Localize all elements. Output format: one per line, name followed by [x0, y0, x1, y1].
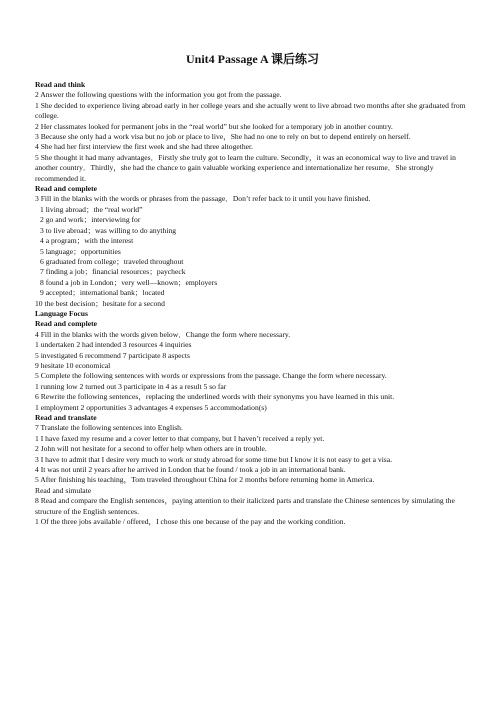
- text-line: 2 Her classmates looked for permanent jobs in the “real world” but she looked for a temporary job in another country.: [35, 121, 393, 131]
- text-line: 7 finding a job；financial resources；paycheck: [40, 267, 186, 277]
- page-title: Unit4 Passage A 课后练习: [185, 52, 319, 66]
- section-heading: Read and think: [35, 80, 86, 89]
- text-line: 7 Translate the following sentences into English.: [35, 423, 183, 433]
- text-line: 9 accepted；international bank；located: [40, 288, 165, 298]
- text-line: 1 undertaken 2 had intended 3 resources 4 inquiries: [35, 340, 192, 350]
- text-line: 4 Fill in the blanks with the words given below．Change the form where necessary.: [35, 329, 291, 339]
- section-heading: Language Focus: [35, 308, 88, 318]
- text-line: 9 hesitate 10 economical: [35, 360, 111, 370]
- text-line: 2 go and work；interviewing for: [40, 215, 141, 225]
- text-line: 5 Complete the following sentences with words or expressions from the passage. Change the form where necessary.: [35, 371, 387, 381]
- text-line: 2 John will not hesitate for a second to offer help when others are in trouble.: [35, 444, 267, 454]
- text-line: 3 I have to admit that I desire very much to work or study abroad for some time but I know it is not easy to get a visa.: [35, 454, 393, 464]
- text-line: 6 graduated from college；traveled throughout: [40, 256, 184, 266]
- text-line: 5 She thought it had many advantages．Firstly she truly got to learn the culture. Secondly，it was an economical way to live and travel in another country．Thirdly，she had the chance to gain valuable working experience and internationalize her resume．She strongly recommended it.: [35, 152, 456, 183]
- text-line: 10 the best decision；hesitate for a second: [35, 298, 165, 308]
- text-line: 1 living abroad；the “real world”: [40, 204, 143, 214]
- text-line: 3 Fill in the blanks with the words or phrases from the passage．Don’t refer back to it until you have finished.: [35, 194, 371, 204]
- text-line: 1 running low 2 turned out 3 participate in 4 as a result 5 so far: [35, 381, 227, 391]
- text-line: 5 language；opportunities: [40, 246, 121, 256]
- text-line: 2 Answer the following questions with the information you got from the passage.: [35, 90, 282, 100]
- text-line: 1 employment 2 opportunities 3 advantages 4 expenses 5 accommodation(s): [35, 402, 267, 412]
- text-line: 8 Read and compare the English sentences，paying attention to their italicized parts and translate the Chinese sentences by simulating the structure of the English sentences.: [35, 496, 455, 516]
- document-body: [35, 80, 470, 527]
- section-heading: Read and translate: [35, 413, 97, 422]
- text-line: 3 to live abroad；was willing to do anything: [40, 225, 177, 235]
- text-line: 3 Because she only had a work visa but no job or place to live，She had no one to rely on but to depend entirely on herself.: [35, 132, 411, 142]
- text-line: 4 a program；with the interest: [40, 236, 134, 246]
- text-line: 5 After finishing his teaching，Tom traveled throughout China for 2 months before returning home in America.: [35, 475, 375, 485]
- section-heading: Read and complete: [35, 319, 98, 329]
- text-line: 4 She had her first interview the first week and she had three altogether.: [35, 142, 254, 152]
- text-line: 1 She decided to experience living abroad early in her college years and she actually went to live abroad two months after she graduated from college.: [35, 100, 466, 121]
- text-line: 4 It was not until 2 years after he arrived in London that he found / took a job in an international bank.: [35, 465, 346, 475]
- text-line: 6 Rewrite the following sentences，replacing the underlined words with their synonyms you have learned in this unit.: [35, 392, 395, 402]
- text-line: 1 Of the three jobs available / offered，I chose this one because of the pay and the working condition.: [35, 517, 346, 527]
- section-heading: Read and complete: [35, 184, 98, 194]
- text-line: Read and simulate: [35, 485, 92, 495]
- text-line: 1 I have faxed my resume and a cover letter to that company, but I haven’t received a reply yet.: [35, 433, 325, 443]
- text-line: 8 found a job in London；very well—known；employers: [40, 277, 218, 287]
- text-line: 5 investigated 6 recommend 7 participate 8 aspects: [35, 350, 190, 360]
